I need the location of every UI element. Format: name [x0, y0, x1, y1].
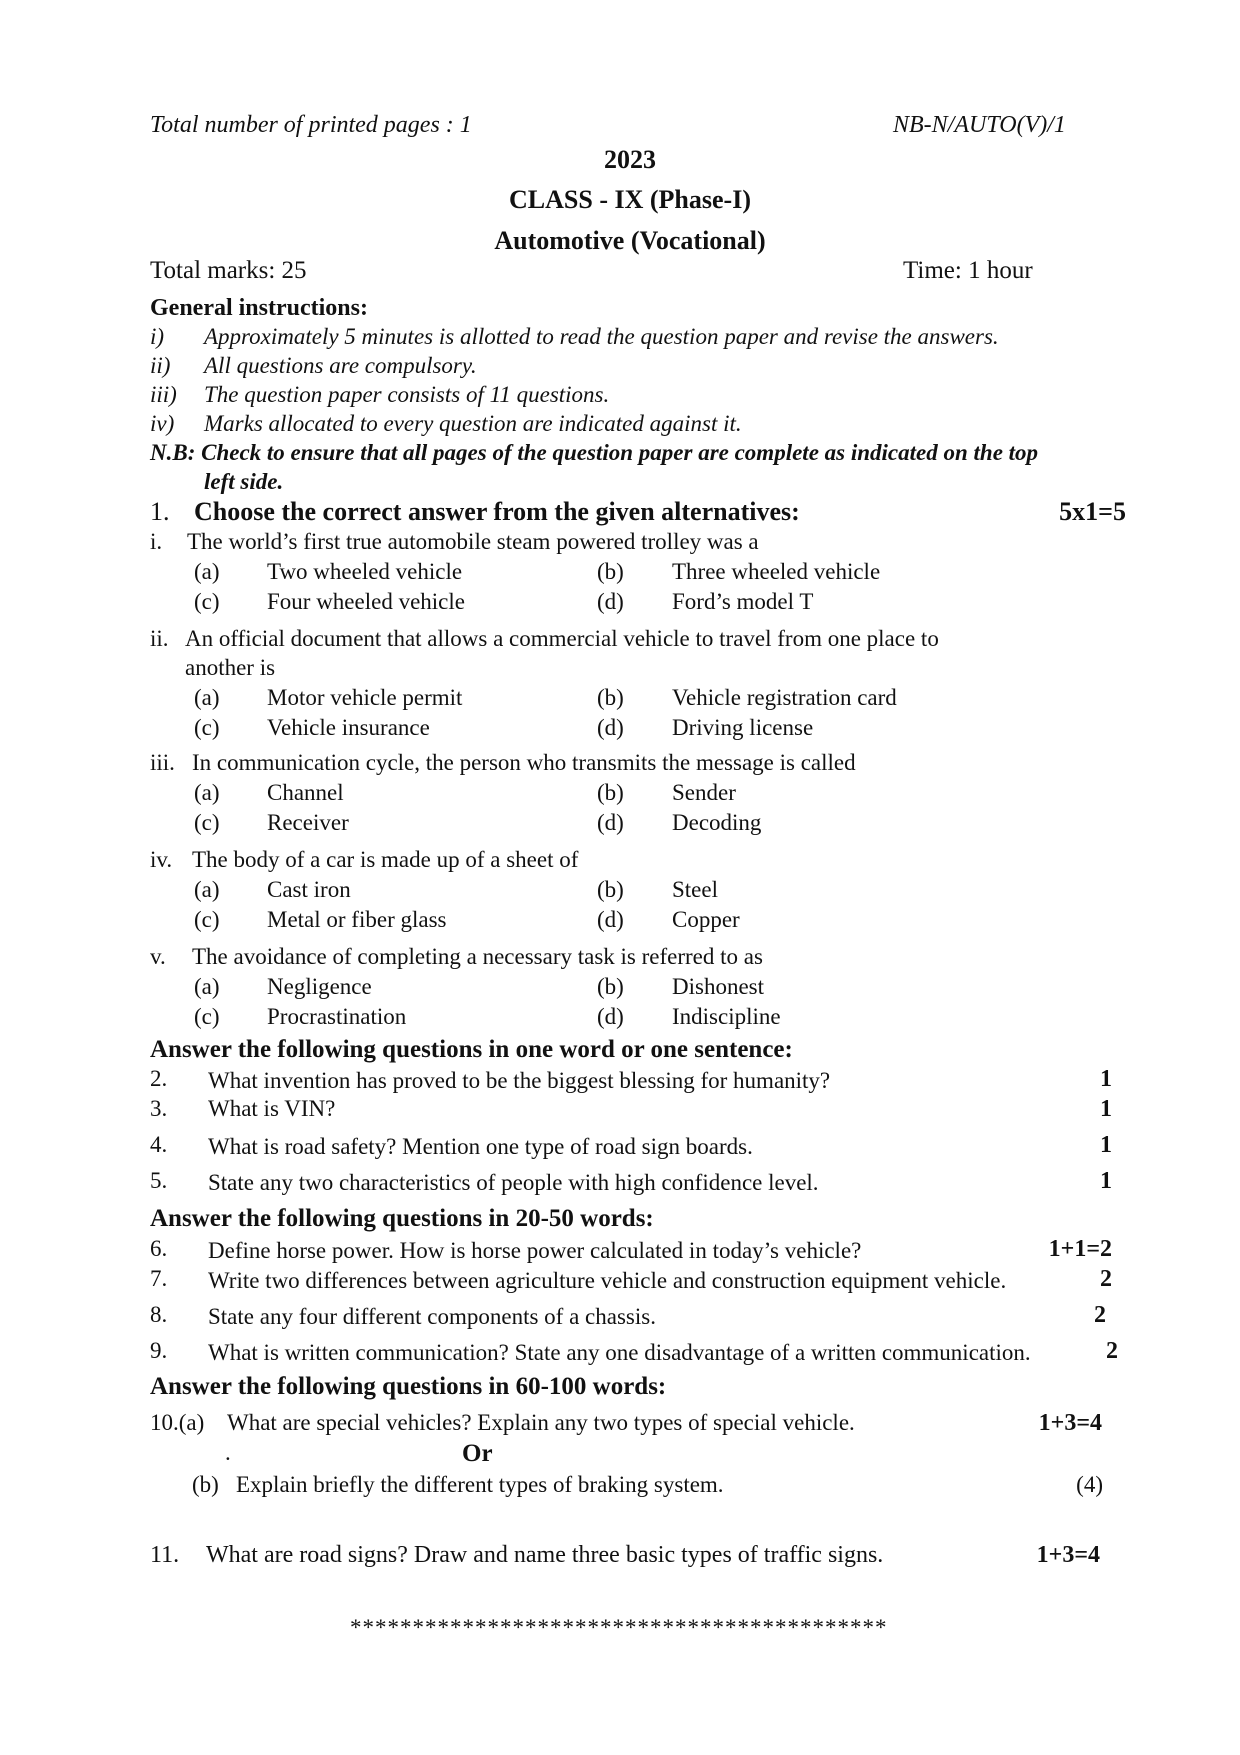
question-marks: 1+3=4 — [1038, 1410, 1102, 1436]
instruction-num: ii) — [150, 353, 171, 378]
section4-heading: Answer the following questions in 60-100 words: — [150, 1373, 667, 1400]
question-number: (b) — [192, 1472, 219, 1497]
end-of-paper-stars: ******************************************* — [350, 1615, 888, 1640]
mcq-question: An official document that allows a commercial vehicle to travel from one place to — [185, 626, 939, 651]
option-label: (a) — [194, 877, 220, 902]
option-text: Vehicle insurance — [267, 715, 430, 740]
option-label: (d) — [597, 907, 624, 932]
instructions-heading: General instructions: — [150, 295, 368, 321]
option-text: Metal or fiber glass — [267, 907, 447, 932]
instruction-num: iii) — [150, 382, 177, 407]
option-text: Motor vehicle permit — [267, 685, 463, 710]
question-marks: 1+3=4 — [1036, 1542, 1100, 1568]
option-text: Decoding — [672, 810, 762, 835]
question-marks: 2 — [1106, 1338, 1118, 1364]
nb-note: N.B: Check to ensure that all pages of the question paper are complete as indicated on the top — [150, 440, 1039, 465]
section1-marks: 5x1=5 — [1059, 497, 1126, 526]
question-marks: 2 — [1100, 1266, 1112, 1292]
option-text: Steel — [672, 877, 718, 902]
option-label: (a) — [194, 780, 220, 805]
mcq-question-continued: another is — [185, 655, 276, 680]
mcq-question: The body of a car is made up of a sheet of — [192, 847, 579, 872]
option-label: (c) — [194, 1004, 220, 1029]
question-number: 3. — [150, 1096, 168, 1121]
question-marks: 1 — [1100, 1066, 1112, 1092]
question-marks: 2 — [1094, 1302, 1106, 1328]
question-number: 4. — [150, 1132, 168, 1157]
exam-year: 2023 — [604, 145, 656, 174]
option-label: (a) — [194, 559, 220, 584]
instruction-text: Approximately 5 minutes is allotted to read the question paper and revise the answers. — [204, 324, 999, 349]
question-number: 6. — [150, 1236, 168, 1261]
question-text: What is written communication? State any one disadvantage of a written communication. — [208, 1340, 1031, 1365]
section1-heading: Choose the correct answer from the given alternatives: — [194, 497, 800, 526]
option-label: (c) — [194, 810, 220, 835]
dot-mark: . — [225, 1440, 231, 1465]
question-text: What is VIN? — [208, 1096, 336, 1121]
or-separator: Or — [462, 1440, 493, 1467]
paper-code: NB-N/AUTO(V)/1 — [893, 112, 1066, 138]
option-text: Negligence — [267, 974, 372, 999]
option-label: (c) — [194, 589, 220, 614]
question-text: What are special vehicles? Explain any two types of special vehicle. — [227, 1410, 855, 1435]
question-text: What is road safety? Mention one type of road sign boards. — [208, 1134, 753, 1159]
time-allowed: Time: 1 hour — [903, 257, 1033, 284]
question-number: 1. — [150, 497, 170, 526]
option-label: (c) — [194, 907, 220, 932]
option-label: (b) — [597, 974, 624, 999]
printed-pages-note: Total number of printed pages : 1 — [150, 112, 472, 138]
mcq-question: The avoidance of completing a necessary task is referred to as — [192, 944, 763, 969]
mcq-number: ii. — [150, 626, 169, 651]
option-label: (a) — [194, 685, 220, 710]
question-text: Define horse power. How is horse power calculated in today’s vehicle? — [208, 1238, 862, 1263]
mcq-question: The world’s first true automobile steam powered trolley was a — [187, 529, 759, 554]
question-number: 7. — [150, 1266, 168, 1291]
question-number: 8. — [150, 1302, 168, 1327]
mcq-number: i. — [150, 529, 163, 554]
question-text: What are road signs? Draw and name three basic types of traffic signs. — [206, 1542, 884, 1568]
question-number: 2. — [150, 1066, 168, 1091]
option-text: Sender — [672, 780, 736, 805]
instruction-num: iv) — [150, 411, 175, 436]
option-label: (b) — [597, 877, 624, 902]
question-marks: (4) — [1076, 1472, 1103, 1497]
option-text: Ford’s model T — [672, 589, 814, 614]
question-number: 11. — [150, 1542, 180, 1568]
option-label: (b) — [597, 685, 624, 710]
nb-note-continued: left side. — [204, 469, 284, 494]
option-label: (a) — [194, 974, 220, 999]
option-text: Copper — [672, 907, 740, 932]
subject-title: Automotive (Vocational) — [494, 226, 766, 255]
mcq-question: In communication cycle, the person who transmits the message is called — [192, 750, 856, 775]
option-label: (d) — [597, 589, 624, 614]
option-text: Dishonest — [672, 974, 764, 999]
instruction-num: i) — [150, 324, 165, 349]
question-marks: 1 — [1100, 1096, 1112, 1122]
option-label: (d) — [597, 810, 624, 835]
question-text: Write two differences between agriculture vehicle and construction equipment vehicle. — [208, 1268, 1007, 1293]
option-label: (b) — [597, 780, 624, 805]
instruction-text: Marks allocated to every question are indicated against it. — [204, 411, 742, 436]
instruction-text: The question paper consists of 11 questions. — [204, 382, 610, 407]
option-label: (d) — [597, 715, 624, 740]
class-title: CLASS - IX (Phase-I) — [509, 185, 751, 214]
mcq-number: iv. — [150, 847, 173, 872]
section2-heading: Answer the following questions in one word or one sentence: — [150, 1036, 793, 1063]
question-text: State any two characteristics of people with high confidence level. — [208, 1170, 819, 1195]
question-marks: 1+1=2 — [1048, 1236, 1112, 1262]
option-text: Vehicle registration card — [672, 685, 897, 710]
option-text: Cast iron — [267, 877, 351, 902]
question-marks: 1 — [1100, 1168, 1112, 1194]
instruction-text: All questions are compulsory. — [204, 353, 477, 378]
mcq-number: iii. — [150, 750, 175, 775]
option-text: Driving license — [672, 715, 814, 740]
question-marks: 1 — [1100, 1132, 1112, 1158]
question-number: 5. — [150, 1168, 168, 1193]
section3-heading: Answer the following questions in 20-50 words: — [150, 1205, 654, 1232]
option-text: Procrastination — [267, 1004, 407, 1029]
question-text: What invention has proved to be the biggest blessing for humanity? — [208, 1068, 831, 1093]
option-label: (d) — [597, 1004, 624, 1029]
option-text: Three wheeled vehicle — [672, 559, 881, 584]
mcq-number: v. — [150, 944, 166, 969]
question-text: State any four different components of a chassis. — [208, 1304, 656, 1329]
option-label: (b) — [597, 559, 624, 584]
question-number: 9. — [150, 1338, 168, 1363]
question-number: 10.(a) — [150, 1410, 205, 1435]
option-text: Receiver — [267, 810, 349, 835]
option-text: Channel — [267, 780, 344, 805]
option-text: Two wheeled vehicle — [267, 559, 463, 584]
option-text: Indiscipline — [672, 1004, 781, 1029]
option-text: Four wheeled vehicle — [267, 589, 465, 614]
option-label: (c) — [194, 715, 220, 740]
question-text: Explain briefly the different types of braking system. — [236, 1472, 724, 1497]
total-marks: Total marks: 25 — [150, 257, 307, 284]
